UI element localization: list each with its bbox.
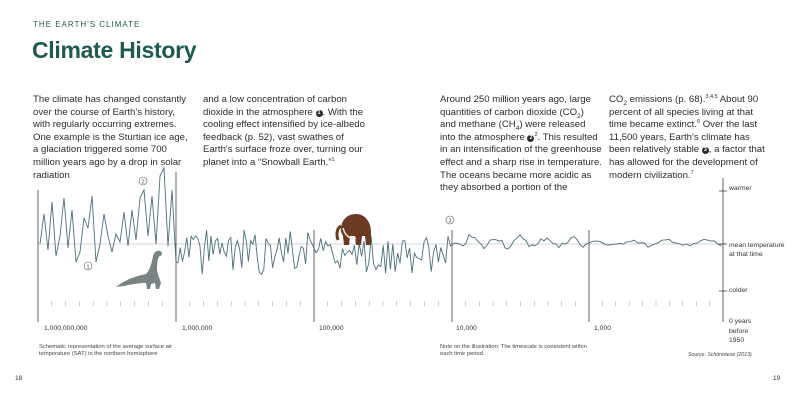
mammoth-icon — [337, 214, 371, 245]
y-label-mean: mean temperature at that time — [729, 242, 785, 258]
marker-number: 3 — [448, 218, 452, 225]
x-label: 1,000,000,000 — [44, 325, 88, 332]
chart-note-left: Schematic representation of the average surface air temperature (SAT) in the northern hemisphere — [39, 344, 173, 358]
chart-marker-3 — [446, 216, 454, 224]
subscript: 4 — [515, 125, 520, 133]
text-run: ) and methane (CH — [440, 106, 584, 131]
footnote-ref: 6 — [696, 119, 701, 125]
y-label-colder: colder — [729, 287, 748, 294]
x-end-label: 0 years before 1950 — [729, 318, 752, 344]
footnote-ref: 7 — [690, 169, 694, 176]
marker-badge-3: 3 — [703, 147, 707, 154]
text-run: ) were released into the atmosphere — [440, 119, 586, 143]
subscript: 2 — [577, 112, 581, 120]
text-run: emissions (p. 68). — [627, 94, 706, 105]
section-kicker: THE EARTH'S CLIMATE — [33, 20, 141, 29]
x-ticks — [52, 301, 710, 306]
page-title: Climate History — [32, 37, 197, 63]
text-run: and a low concentration of carbon dioxide in the atmosphere — [203, 94, 347, 118]
footnote-ref: 3,4,5 — [705, 93, 718, 100]
marker-badge-1: 1 — [317, 109, 321, 116]
marker-badge-2: 2 — [529, 134, 533, 141]
footnote-ref: 1 — [331, 156, 335, 163]
chart-note-right: Note on the illustration: The timescale is consistent within each time period. — [440, 344, 587, 358]
chart-marker-1 — [84, 262, 92, 270]
text-run: Around 250 million years ago, large quantities of carbon dioxide (CO — [440, 94, 591, 118]
x-label: 1,000 — [594, 325, 612, 332]
x-label: 10,000 — [456, 325, 477, 332]
y-label-warmer: warmer — [729, 185, 752, 192]
text-run: . With the cooling effect intensified by ice-albedo feedback (p. 52), vast swathes of Earth's surface froze over, turning our planet into a “Snowball Earth.” — [203, 106, 365, 168]
text-run: . This resulted in an intensification of the greenhouse effect and a sharp rise in temperature. The oceans became more acidic as they absorbed a portion of the — [440, 131, 602, 194]
x-label: 1,000,000 — [182, 325, 213, 332]
dinosaur-icon — [116, 251, 162, 289]
marker-number: 2 — [141, 179, 145, 186]
text-run: About 90 percent of all species living at that time became extinct. — [609, 94, 759, 131]
page-number-right: 19 — [773, 375, 781, 382]
chart-source: Source: Schönwiese (2013) — [688, 352, 752, 358]
footnote-ref: 2 — [534, 131, 538, 138]
text-run: , a factor that has allowed for the development of modern civilization. — [609, 144, 765, 181]
body-text: The climate has changed constantly over the course of Earth's history, with regularly occurring extremes. One example is the Sturtian ice age, a glaciation triggered some 700 million years ago by a drop in solar radiation — [33, 94, 188, 181]
marker-number: 1 — [86, 264, 90, 271]
x-label: 100,000 — [319, 325, 344, 332]
subscript: 2 — [623, 99, 628, 107]
page-number-left: 18 — [15, 375, 23, 382]
text-run: Over the last 11,500 years, Earth's climate has been relatively stable — [609, 119, 758, 156]
text-run: CO — [609, 94, 624, 105]
chart-marker-2 — [139, 177, 147, 185]
